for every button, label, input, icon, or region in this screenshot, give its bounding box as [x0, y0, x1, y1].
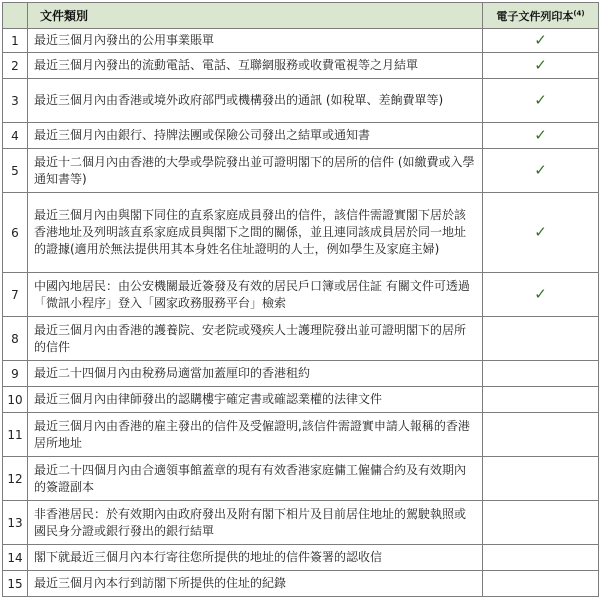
row-number: 15: [3, 571, 28, 597]
document-category-text: 最近三個月內發出的流動電話、電話、互聯網服務或收費電視等之月結單: [28, 53, 483, 79]
electronic-printout-cell: [483, 317, 599, 361]
header-mark-text: 電子文件列印本: [496, 9, 574, 23]
document-category-text: 非香港居民：於有效期內由政府發出及附有閣下相片及目前居住地址的駕駛執照或國民身分證或銀行發出的銀行結單: [28, 501, 483, 545]
header-number-cell: [3, 3, 28, 29]
table-row: [3, 361, 599, 387]
document-category-text: 最近三個月內由香港的護養院、安老院或殘疾人士護理院發出並可證明閣下的居所的信件: [28, 317, 483, 361]
electronic-printout-cell: [483, 123, 599, 149]
table-row: [3, 273, 599, 317]
row-number: 7: [3, 273, 28, 317]
table-row: [3, 193, 599, 273]
table-row: [3, 545, 599, 571]
document-categories-table: [2, 2, 599, 597]
electronic-printout-cell: [483, 501, 599, 545]
table-row: [3, 149, 599, 193]
row-number: 14: [3, 545, 28, 571]
document-category-text: 閣下就最近三個月內本行寄往您所提供的地址的信件簽署的認收信: [28, 545, 483, 571]
header-electronic-printout-label: [483, 3, 599, 29]
row-number: 4: [3, 123, 28, 149]
row-number: 13: [3, 501, 28, 545]
document-category-text: 最近三個月內由香港或境外政府部門或機構發出的通訊 (如稅單、差餉費單等): [28, 79, 483, 123]
document-category-text: 最近二十四個月內由合適領事館蓋章的現有有效香港家庭傭工僱傭合約及有效期內的簽證副本: [28, 457, 483, 501]
table-row: [3, 53, 599, 79]
check-icon: ✓: [534, 223, 547, 241]
row-number: 9: [3, 361, 28, 387]
row-number: 2: [3, 53, 28, 79]
check-icon: ✓: [534, 91, 547, 109]
electronic-printout-cell: [483, 413, 599, 457]
header-category-label: 文件類別: [28, 3, 483, 29]
document-category-text: 最近三個月內本行到訪閣下所提供的住址的紀錄: [28, 571, 483, 597]
table-body: [3, 29, 599, 597]
table-row: [3, 387, 599, 413]
document-category-text: 最近三個月內發出的公用事業賬單: [28, 29, 483, 53]
electronic-printout-cell: [483, 387, 599, 413]
table-row: [3, 571, 599, 597]
electronic-printout-cell: [483, 79, 599, 123]
check-icon: ✓: [534, 56, 547, 74]
electronic-printout-cell: [483, 53, 599, 79]
document-category-text: 最近二十四個月內由稅務局適當加蓋厘印的香港租約: [28, 361, 483, 387]
document-category-text: 最近三個月內由律師發出的認購樓宇確定書或確認業權的法律文件: [28, 387, 483, 413]
document-category-text: 最近十二個月內由香港的大學或學院發出並可證明閣下的居所的信件 (如繳費或入學通知書等): [28, 149, 483, 193]
electronic-printout-cell: [483, 545, 599, 571]
row-number: 5: [3, 149, 28, 193]
row-number: 8: [3, 317, 28, 361]
table-row: [3, 29, 599, 53]
row-number: 6: [3, 193, 28, 273]
electronic-printout-cell: [483, 29, 599, 53]
check-icon: ✓: [534, 161, 547, 179]
check-icon: ✓: [534, 285, 547, 303]
table-row: [3, 317, 599, 361]
row-number: 10: [3, 387, 28, 413]
table-row: [3, 413, 599, 457]
row-number: 3: [3, 79, 28, 123]
electronic-printout-cell: [483, 193, 599, 273]
document-category-text: 中國內地居民：由公安機關最近簽發及有效的居民戶口簿或居住証 有關文件可透過「微訊小程序」登入「國家政務服務平台」檢索: [28, 273, 483, 317]
table-row: [3, 501, 599, 545]
electronic-printout-cell: [483, 571, 599, 597]
row-number: 12: [3, 457, 28, 501]
document-category-text: 最近三個月內由銀行、持牌法團或保險公司發出之結單或通知書: [28, 123, 483, 149]
table-row: [3, 457, 599, 501]
document-category-text: 最近三個月內由與閣下同住的直系家庭成員發出的信件，該信件需證實閣下居於該香港地址及列明該直系家庭成員與閣下之間的關係，並且連同該成員居於同一地址的證據(適用於無法提供用其本身姓名住址證明的人士，例如學生及家庭主婦): [28, 193, 483, 273]
header-mark-footnote: (4): [573, 8, 585, 17]
electronic-printout-cell: [483, 457, 599, 501]
row-number: 1: [3, 29, 28, 53]
electronic-printout-cell: [483, 361, 599, 387]
electronic-printout-cell: [483, 273, 599, 317]
electronic-printout-cell: [483, 149, 599, 193]
table-header-row: [3, 3, 599, 29]
check-icon: ✓: [534, 126, 547, 144]
check-icon: ✓: [534, 31, 547, 49]
table-row: [3, 79, 599, 123]
document-category-text: 最近三個月內由香港的雇主發出的信件及受僱證明,該信件需證實申請人報稱的香港居所地址: [28, 413, 483, 457]
table-row: [3, 123, 599, 149]
row-number: 11: [3, 413, 28, 457]
